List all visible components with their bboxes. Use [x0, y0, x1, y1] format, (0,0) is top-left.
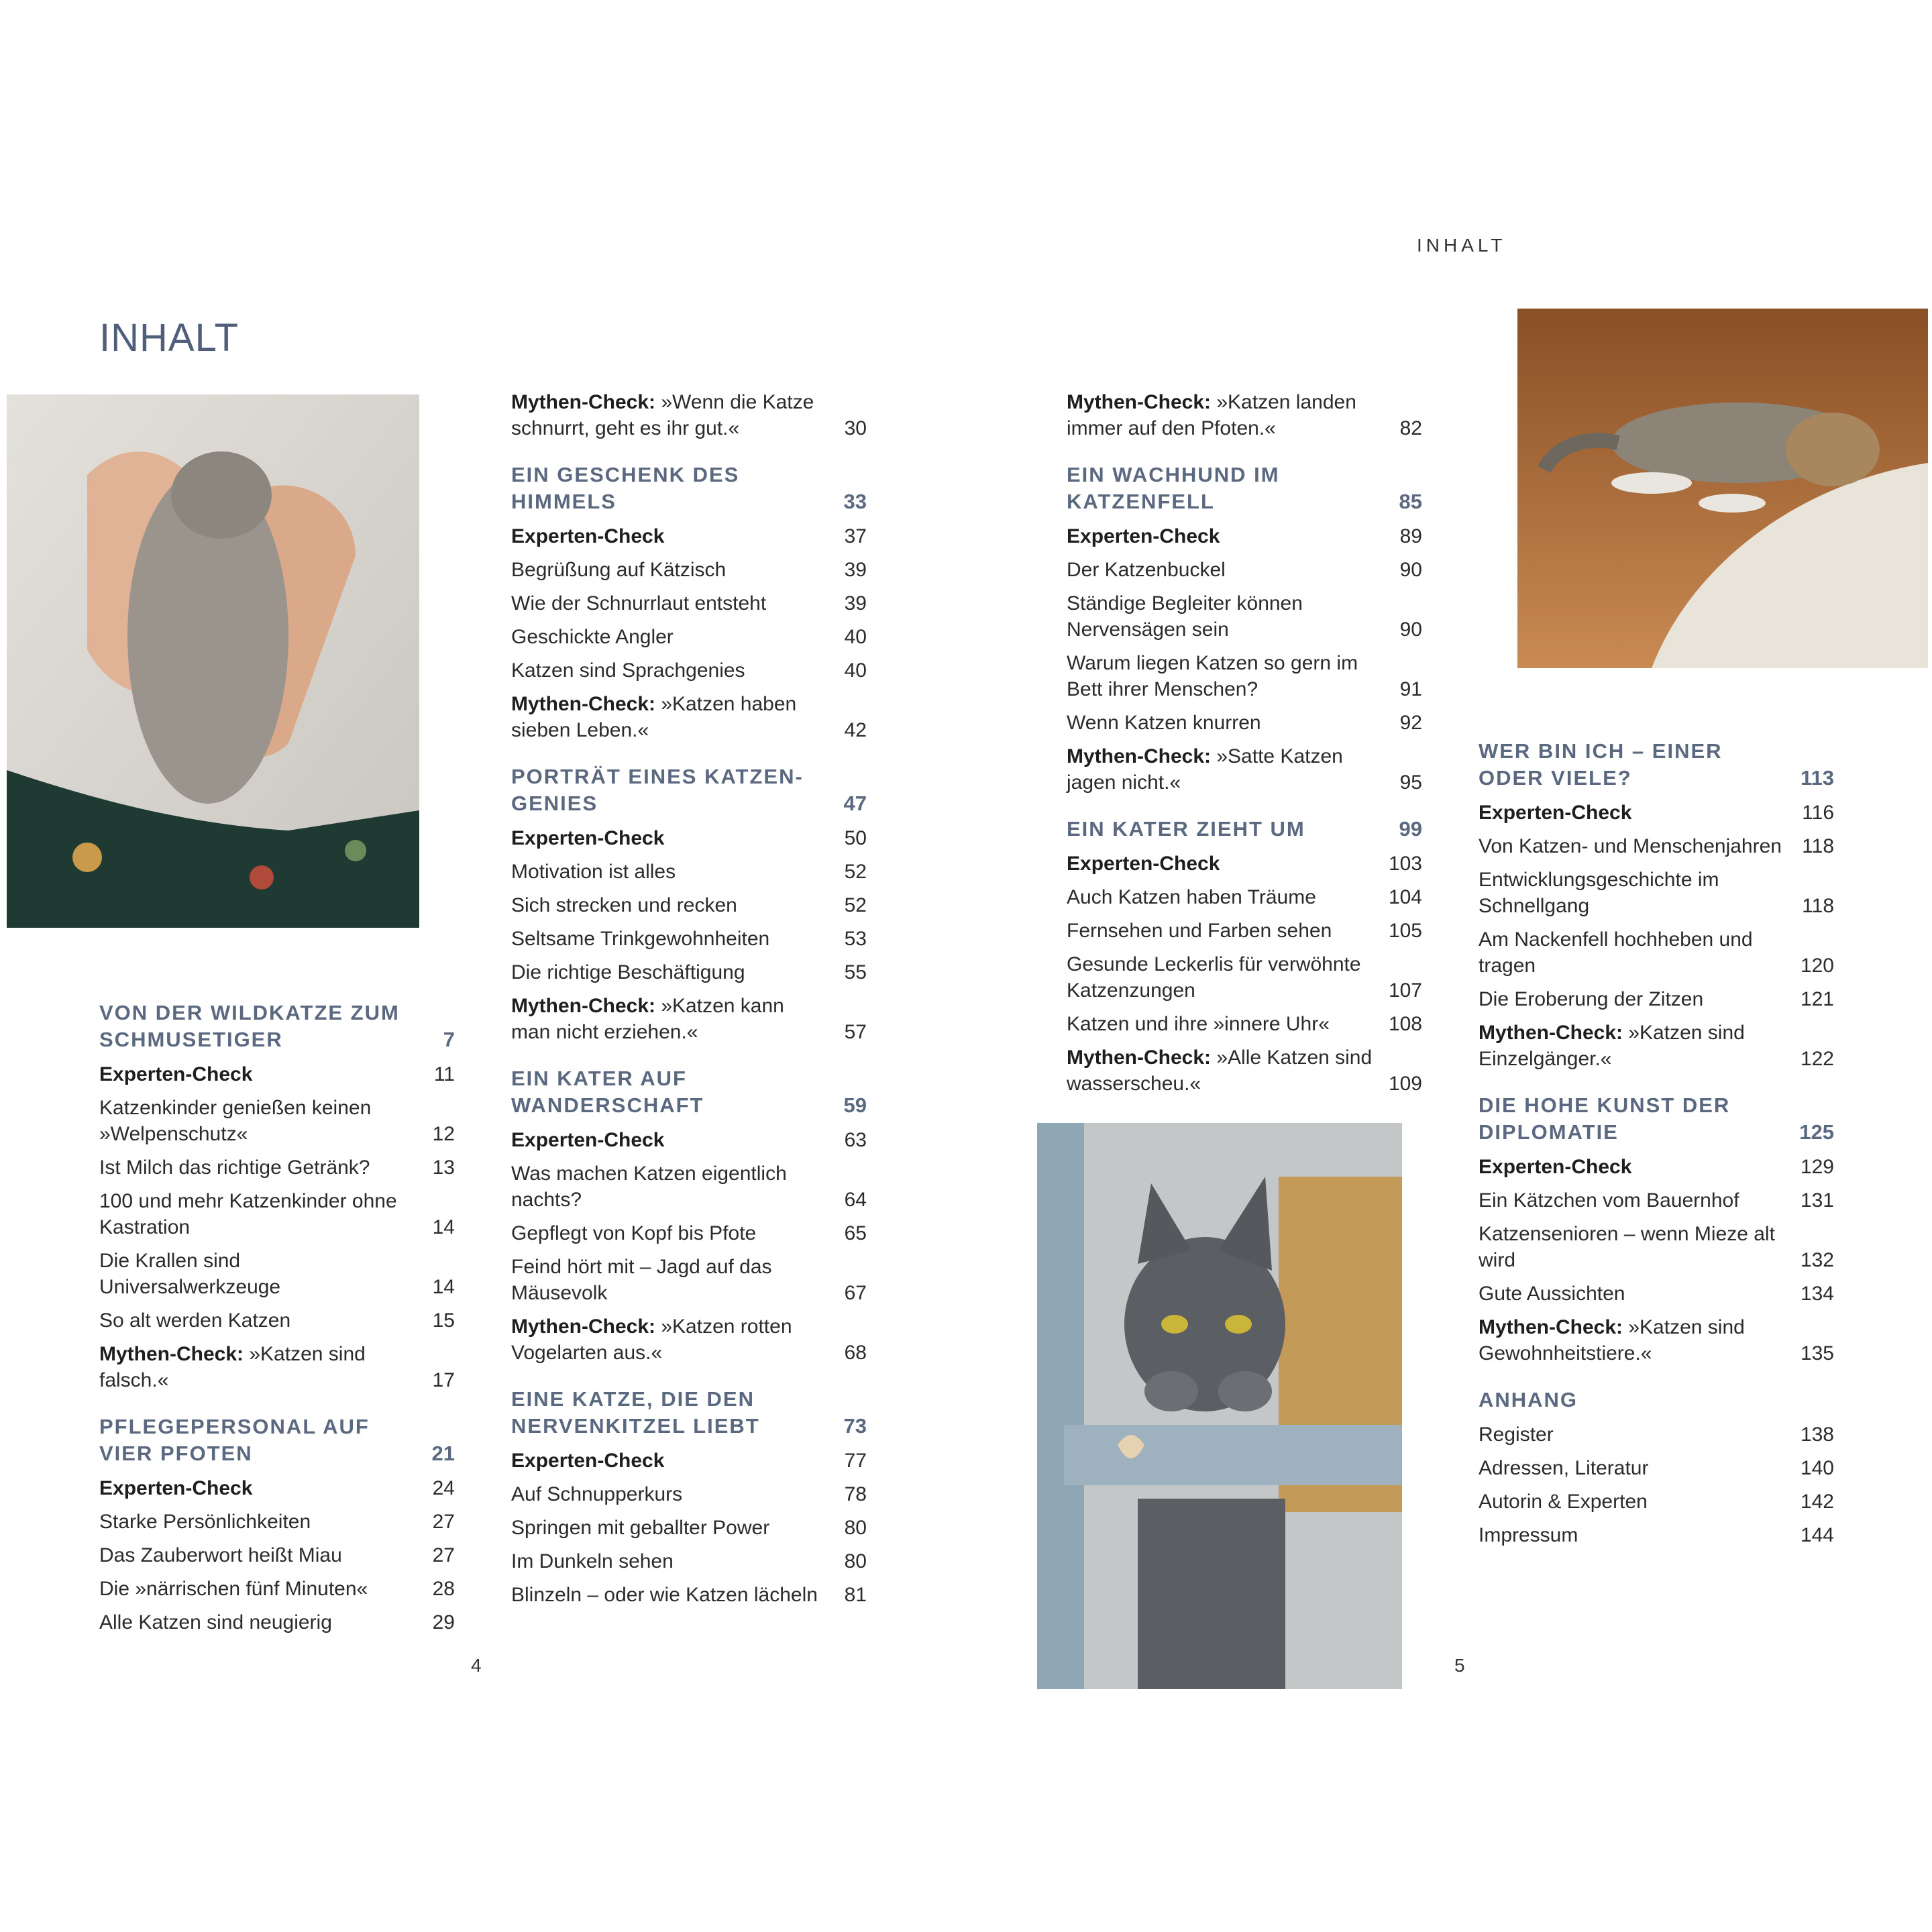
page-ref: 132: [1800, 1249, 1834, 1271]
entry-text: Katzen und ihre »innere Uhr«: [1067, 1013, 1330, 1035]
page-ref: 85: [1399, 490, 1422, 513]
toc-entry: [1479, 1221, 1834, 1273]
toc-entry: [99, 1475, 455, 1501]
toc-entry: [1479, 986, 1834, 1012]
toc-entry: [99, 1542, 455, 1568]
page-title: INHALT: [99, 316, 239, 360]
toc-column-2: [511, 389, 867, 1615]
toc-entry: [99, 1248, 455, 1300]
chapter-title: PORTRÄT EINES KATZEN-GENIES: [511, 765, 804, 815]
toc-entry: [1479, 926, 1834, 979]
entry-text: Gepflegt von Kopf bis Pfote: [511, 1222, 757, 1244]
toc-entry: [511, 657, 867, 684]
entry-text: Die Krallen sind Universalwerkzeuge: [99, 1250, 281, 1298]
page-ref: 131: [1800, 1189, 1834, 1212]
page-ref: 55: [844, 961, 867, 983]
chapter-heading: [1067, 462, 1422, 515]
page-ref: 90: [1399, 619, 1422, 641]
toc-column-1: [99, 1000, 455, 1643]
entry-text: Katzensenioren – wenn Mieze alt wird: [1479, 1223, 1775, 1271]
page-ref: 135: [1800, 1342, 1834, 1364]
entry-label: Experten-Check: [511, 827, 665, 849]
entry-label: Mythen-Check:: [1479, 1316, 1623, 1338]
entry-text: Wie der Schnurrlaut entsteht: [511, 592, 767, 614]
page-ref: 59: [843, 1093, 867, 1117]
toc-entry: [1067, 389, 1422, 441]
page-ref: 116: [1802, 802, 1834, 824]
chapter-heading: [511, 1065, 867, 1119]
toc-entry: [1067, 710, 1422, 736]
page-ref: 39: [844, 559, 867, 581]
entry-label: Experten-Check: [1067, 853, 1220, 875]
toc-entry: [99, 1061, 455, 1087]
entry-text: Auf Schnupperkurs: [511, 1483, 683, 1505]
toc-entry: [511, 859, 867, 885]
page-ref: 13: [432, 1157, 455, 1179]
toc-entry: [511, 590, 867, 616]
page-ref: 144: [1800, 1524, 1834, 1546]
toc-entry: [1067, 918, 1422, 944]
entry-text: »Katzen landen immer auf den Pfoten.«: [1067, 391, 1356, 439]
entry-text: Alle Katzen sind neugierig: [99, 1611, 332, 1633]
toc-entry: [1067, 650, 1422, 702]
entry-text: Motivation ist alles: [511, 861, 676, 883]
entry-text: »Alle Katzen sind wasserscheu.«: [1067, 1046, 1373, 1095]
page-ref: 57: [844, 1021, 867, 1043]
page-ref: 142: [1800, 1491, 1834, 1513]
toc-entry: [99, 1095, 455, 1147]
page-ref: 105: [1388, 920, 1422, 942]
toc-entry: [511, 557, 867, 583]
toc-entry: [1067, 523, 1422, 549]
entry-label: Experten-Check: [511, 525, 665, 547]
chapter-heading: [99, 1413, 455, 1467]
toc-entry: [511, 1515, 867, 1541]
entry-label: Experten-Check: [1479, 1156, 1632, 1178]
toc-entry: [511, 691, 867, 743]
entry-label: Experten-Check: [99, 1477, 253, 1499]
chapter-heading: [1067, 816, 1422, 843]
chapter-heading: [1479, 738, 1834, 792]
page-ref: 118: [1802, 835, 1834, 857]
toc-entry: [511, 1254, 867, 1306]
page-ref: 27: [432, 1544, 455, 1566]
page-ref: 7: [443, 1028, 455, 1051]
entry-text: Katzenkinder genießen keinen »Welpenschutz«: [99, 1097, 372, 1145]
toc-entry: [511, 1161, 867, 1213]
toc-entry: [511, 959, 867, 985]
toc-column-3: [1067, 389, 1422, 1104]
entry-text: So alt werden Katzen: [99, 1309, 291, 1332]
chapter-title: EINE KATZE, DIE DEN NERVENKITZEL LIEBT: [511, 1387, 760, 1438]
page-ref: 113: [1800, 766, 1834, 790]
toc-entry: [511, 892, 867, 918]
page-ref: 104: [1388, 886, 1422, 908]
toc-entry: [1479, 1187, 1834, 1214]
entry-text: Springen mit geballter Power: [511, 1517, 770, 1539]
page-number-right: 5: [1454, 1655, 1465, 1676]
page-ref: 67: [844, 1282, 867, 1304]
page-ref: 92: [1399, 712, 1422, 734]
entry-text: Feind hört mit – Jagd auf das Mäusevolk: [511, 1256, 772, 1304]
page-ref: 28: [432, 1578, 455, 1600]
page-ref: 52: [844, 861, 867, 883]
photo-kitten-on-feet: [7, 394, 419, 928]
toc-entry: [511, 389, 867, 441]
entry-text: Ein Kätzchen vom Bauernhof: [1479, 1189, 1739, 1212]
entry-text: 100 und mehr Katzenkinder ohne Kastration: [99, 1190, 397, 1238]
toc-entry: [511, 926, 867, 952]
chapter-title: PFLEGEPERSONAL AUF VIER PFOTEN: [99, 1415, 370, 1465]
entry-text: Impressum: [1479, 1524, 1578, 1546]
page-ref: 53: [844, 928, 867, 950]
entry-text: Von Katzen- und Menschenjahren: [1479, 835, 1782, 857]
page-ref: 125: [1799, 1120, 1834, 1144]
entry-text: Autorin & Experten: [1479, 1491, 1648, 1513]
page-ref: 40: [844, 626, 867, 648]
entry-label: Experten-Check: [511, 1129, 665, 1151]
chapter-title: EIN KATER AUF WANDERSCHAFT: [511, 1067, 704, 1117]
toc-entry: [1479, 1154, 1834, 1180]
running-head: INHALT: [1417, 235, 1507, 256]
toc-entry: [1067, 851, 1422, 877]
entry-text: »Katzen sind Einzelgänger.«: [1479, 1022, 1745, 1070]
page-ref: 37: [844, 525, 867, 547]
toc-entry: [99, 1307, 455, 1334]
page-ref: 33: [843, 490, 867, 513]
entry-text: Register: [1479, 1424, 1554, 1446]
page-ref: 17: [432, 1369, 455, 1391]
chapter-heading: [99, 1000, 455, 1053]
page-ref: 90: [1399, 559, 1422, 581]
toc-entry: [511, 1220, 867, 1246]
entry-label: Mythen-Check:: [1067, 391, 1212, 413]
entry-text: Der Katzenbuckel: [1067, 559, 1226, 581]
toc-entry: [511, 1448, 867, 1474]
page-ref: 73: [843, 1414, 867, 1438]
toc-entry: [1479, 1455, 1834, 1481]
page-ref: 24: [432, 1477, 455, 1499]
toc-entry: [511, 523, 867, 549]
entry-text: Geschickte Angler: [511, 626, 674, 648]
page-ref: 122: [1800, 1048, 1834, 1070]
page-ref: 108: [1388, 1013, 1422, 1035]
toc-entry: [511, 1548, 867, 1574]
chapter-title: VON DER WILDKATZE ZUM SCHMUSETIGER: [99, 1001, 400, 1051]
entry-label: Mythen-Check:: [511, 693, 656, 715]
entry-text: Die richtige Beschäftigung: [511, 961, 745, 983]
entry-label: Mythen-Check:: [1067, 745, 1212, 767]
entry-text: Wenn Katzen knurren: [1067, 712, 1261, 734]
page-ref: 39: [844, 592, 867, 614]
chapter-title: ANHANG: [1479, 1388, 1578, 1411]
entry-text: Warum liegen Katzen so gern im Bett ihrer Menschen?: [1067, 652, 1358, 700]
entry-text: Im Dunkeln sehen: [511, 1550, 674, 1572]
chapter-heading: [511, 462, 867, 515]
page-ref: 118: [1802, 895, 1834, 917]
photo-grey-cat-chair: [1037, 1123, 1402, 1689]
page-ref: 109: [1388, 1073, 1422, 1095]
chapter-title: EIN WACHHUND IM KATZENFELL: [1067, 463, 1280, 513]
entry-text: Gesunde Leckerlis für verwöhnte Katzenzungen: [1067, 953, 1361, 1002]
entry-text: Ständige Begleiter können Nervensägen sein: [1067, 592, 1303, 641]
entry-text: Die »närrischen fünf Minuten«: [99, 1578, 368, 1600]
page-ref: 30: [844, 417, 867, 439]
page-ref: 15: [432, 1309, 455, 1332]
toc-entry: [1067, 1011, 1422, 1037]
entry-label: Mythen-Check:: [1479, 1022, 1623, 1044]
chapter-heading: [1479, 1387, 1834, 1413]
entry-text: Ist Milch das richtige Getränk?: [99, 1157, 370, 1179]
chapter-heading: [511, 1386, 867, 1440]
page-ref: 14: [432, 1276, 455, 1298]
entry-text: »Katzen rotten Vogelarten aus.«: [511, 1316, 792, 1364]
page-ref: 140: [1800, 1457, 1834, 1479]
chapter-heading: [511, 763, 867, 817]
toc-entry: [99, 1188, 455, 1240]
chapter-heading: [1479, 1092, 1834, 1146]
toc-entry: [1067, 557, 1422, 583]
page-ref: 77: [844, 1450, 867, 1472]
page-number-left: 4: [471, 1655, 482, 1676]
page-ref: 29: [432, 1611, 455, 1633]
toc-entry: [511, 993, 867, 1045]
entry-text: Adressen, Literatur: [1479, 1457, 1649, 1479]
page-ref: 103: [1388, 853, 1422, 875]
photo-cat-on-floor: [1517, 309, 1928, 668]
toc-entry: [1067, 590, 1422, 643]
toc-entry: [1479, 867, 1834, 919]
page-ref: 81: [844, 1584, 867, 1606]
page-ref: 121: [1800, 988, 1834, 1010]
entry-text: »Satte Katzen jagen nicht.«: [1067, 745, 1343, 794]
page-ref: 11: [433, 1063, 455, 1085]
chapter-title: WER BIN ICH – EINER ODER VIELE?: [1479, 739, 1723, 790]
page-ref: 82: [1399, 417, 1422, 439]
page-ref: 14: [432, 1216, 455, 1238]
toc-entry: [99, 1609, 455, 1635]
page-ref: 91: [1399, 678, 1422, 700]
entry-text: Katzen sind Sprachgenies: [511, 659, 745, 682]
chapter-title: EIN GESCHENK DES HIMMELS: [511, 463, 740, 513]
page-ref: 42: [844, 719, 867, 741]
page-ref: 99: [1399, 817, 1422, 841]
page-ref: 89: [1399, 525, 1422, 547]
entry-text: Starke Persönlichkeiten: [99, 1511, 311, 1533]
page-ref: 52: [844, 894, 867, 916]
entry-label: Experten-Check: [511, 1450, 665, 1472]
page-ref: 78: [844, 1483, 867, 1505]
chapter-title: DIE HOHE KUNST DER DIPLOMATIE: [1479, 1093, 1731, 1144]
page-ref: 50: [844, 827, 867, 849]
toc-entry: [1479, 800, 1834, 826]
entry-text: Auch Katzen haben Träume: [1067, 886, 1316, 908]
entry-text: »Wenn die Katze schnurrt, geht es ihr gut.«: [511, 391, 814, 439]
entry-text: Sich strecken und recken: [511, 894, 737, 916]
entry-label: Mythen-Check:: [511, 995, 656, 1017]
page-ref: 80: [844, 1517, 867, 1539]
chapter-title: EIN KATER ZIEHT UM: [1067, 817, 1305, 841]
toc-entry: [511, 1481, 867, 1507]
page-ref: 21: [431, 1442, 455, 1465]
entry-text: »Katzen sind Gewohnheitstiere.«: [1479, 1316, 1745, 1364]
page-ref: 27: [432, 1511, 455, 1533]
toc-entry: [1067, 951, 1422, 1004]
toc-entry: [1067, 743, 1422, 796]
toc-entry: [511, 1127, 867, 1153]
toc-entry: [1479, 1281, 1834, 1307]
toc-entry: [99, 1155, 455, 1181]
entry-text: Seltsame Trinkgewohnheiten: [511, 928, 770, 950]
toc-entry: [1067, 884, 1422, 910]
page-ref: 80: [844, 1550, 867, 1572]
entry-text: Blinzeln – oder wie Katzen lächeln: [511, 1584, 818, 1606]
page-ref: 12: [432, 1123, 455, 1145]
entry-label: Mythen-Check:: [1067, 1046, 1212, 1069]
toc-entry: [511, 825, 867, 851]
page-ref: 129: [1800, 1156, 1834, 1178]
entry-label: Mythen-Check:: [99, 1343, 244, 1365]
page-ref: 40: [844, 659, 867, 682]
entry-label: Experten-Check: [99, 1063, 253, 1085]
toc-entry: [99, 1576, 455, 1602]
page-ref: 63: [844, 1129, 867, 1151]
entry-text: Am Nackenfell hochheben und tragen: [1479, 928, 1753, 977]
page-ref: 64: [844, 1189, 867, 1211]
page-ref: 120: [1800, 955, 1834, 977]
page-ref: 47: [843, 792, 867, 815]
entry-text: »Katzen sind falsch.«: [99, 1343, 366, 1391]
entry-text: Was machen Katzen eigentlich nachts?: [511, 1163, 787, 1211]
toc-entry: [1479, 1020, 1834, 1072]
entry-label: Experten-Check: [1067, 525, 1220, 547]
page-ref: 68: [844, 1342, 867, 1364]
page-ref: 107: [1388, 979, 1422, 1002]
entry-text: Begrüßung auf Kätzisch: [511, 559, 727, 581]
page-ref: 138: [1800, 1424, 1834, 1446]
toc-entry: [511, 1582, 867, 1608]
entry-text: Die Eroberung der Zitzen: [1479, 988, 1704, 1010]
entry-text: »Katzen haben sieben Leben.«: [511, 693, 797, 741]
page-ref: 65: [844, 1222, 867, 1244]
toc-entry: [1479, 1489, 1834, 1515]
toc-entry: [1067, 1044, 1422, 1097]
entry-text: Entwicklungsgeschichte im Schnellgang: [1479, 869, 1719, 917]
entry-label: Mythen-Check:: [511, 1316, 656, 1338]
toc-entry: [99, 1509, 455, 1535]
entry-text: Fernsehen und Farben sehen: [1067, 920, 1332, 942]
toc-entry: [1479, 1421, 1834, 1448]
toc-entry: [1479, 1314, 1834, 1366]
entry-text: Das Zauberwort heißt Miau: [99, 1544, 342, 1566]
entry-label: Mythen-Check:: [511, 391, 656, 413]
toc-entry: [99, 1341, 455, 1393]
entry-text: »Katzen kann man nicht erziehen.«: [511, 995, 784, 1043]
page-ref: 134: [1800, 1283, 1834, 1305]
toc-entry: [1479, 833, 1834, 859]
toc-entry: [511, 1313, 867, 1366]
entry-text: Gute Aussichten: [1479, 1283, 1625, 1305]
toc-entry: [1479, 1522, 1834, 1548]
toc-entry: [511, 624, 867, 650]
toc-column-4: [1479, 738, 1834, 1556]
entry-label: Experten-Check: [1479, 802, 1632, 824]
page-ref: 95: [1399, 771, 1422, 794]
